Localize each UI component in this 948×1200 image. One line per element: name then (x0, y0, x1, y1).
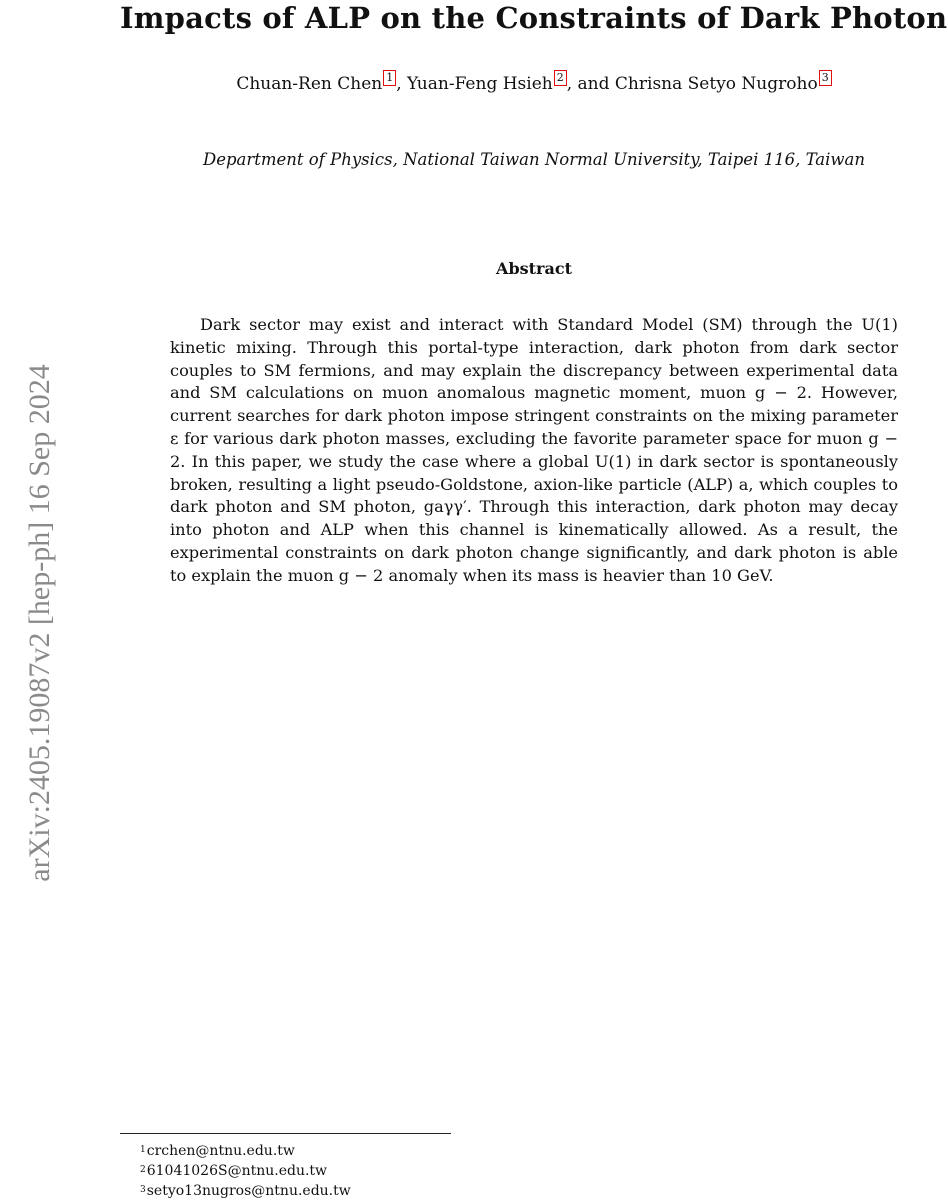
author-list (120, 72, 948, 96)
footnote-email (140, 1182, 351, 1200)
footnote-mark: 2 (140, 1165, 146, 1175)
arxiv-identifier: arXiv:2405.19087v2 [hep-ph] 16 Sep 2024 (23, 364, 56, 882)
footnote-text[interactable]: 61041026S@ntnu.edu.tw (146, 1163, 328, 1179)
footnote-divider (120, 1133, 451, 1134)
author-name: Yuan-Feng Hsieh (407, 74, 553, 94)
abstract-text: Dark sector may exist and interact with Standard Model (SM) through the U(1) kinetic mixing. Through this portal-type interaction, dark photon from dark sector couples to SM fermions, and may explain the discrepancy between experimental data and SM calculations on muon anomalous magnetic moment, muon g − 2. However, current searches for dark photon impose stringent constraints on the mixing parameter ε for various dark photon masses, excluding the favorite parameter space for muon g − 2. In this paper, we study the case where a global U(1) in dark sector is spontaneously broken, resulting a light pseudo-Goldstone, axion-like particle (ALP) a, which couples to dark photon and SM photon, gaγγ′. Through this interaction, dark photon may decay into photon and ALP when this channel is kinematically allowed. As a result, the experimental constraints on dark photon change significantly, and dark photon is able to explain the muon g − 2 anomaly when its mass is heavier than 10 GeV. (170, 315, 898, 585)
abstract-heading: Abstract (496, 259, 572, 278)
author-footnote-link[interactable]: 3 (819, 70, 832, 86)
footnote-mark: 1 (140, 1145, 146, 1155)
footnote-text[interactable]: crchen@ntnu.edu.tw (146, 1143, 295, 1159)
paper-title: Impacts of ALP on the Constraints of Dark Photon (120, 1, 948, 35)
footnote-mark: 3 (140, 1185, 146, 1195)
author-separator: , and (566, 74, 615, 94)
author-separator: , (396, 74, 408, 94)
author-footnote-link[interactable]: 2 (554, 70, 567, 86)
footnote-email (140, 1142, 295, 1160)
author-name: Chrisna Setyo Nugroho (614, 74, 818, 94)
footnote-email (140, 1162, 327, 1180)
affiliation: Department of Physics, National Taiwan Normal University, Taipei 116, Taiwan (202, 150, 865, 169)
author-footnote-link[interactable]: 1 (383, 70, 396, 86)
footnote-text[interactable]: setyo13nugros@ntnu.edu.tw (146, 1183, 351, 1199)
author-name: Chuan-Ren Chen (236, 74, 383, 94)
